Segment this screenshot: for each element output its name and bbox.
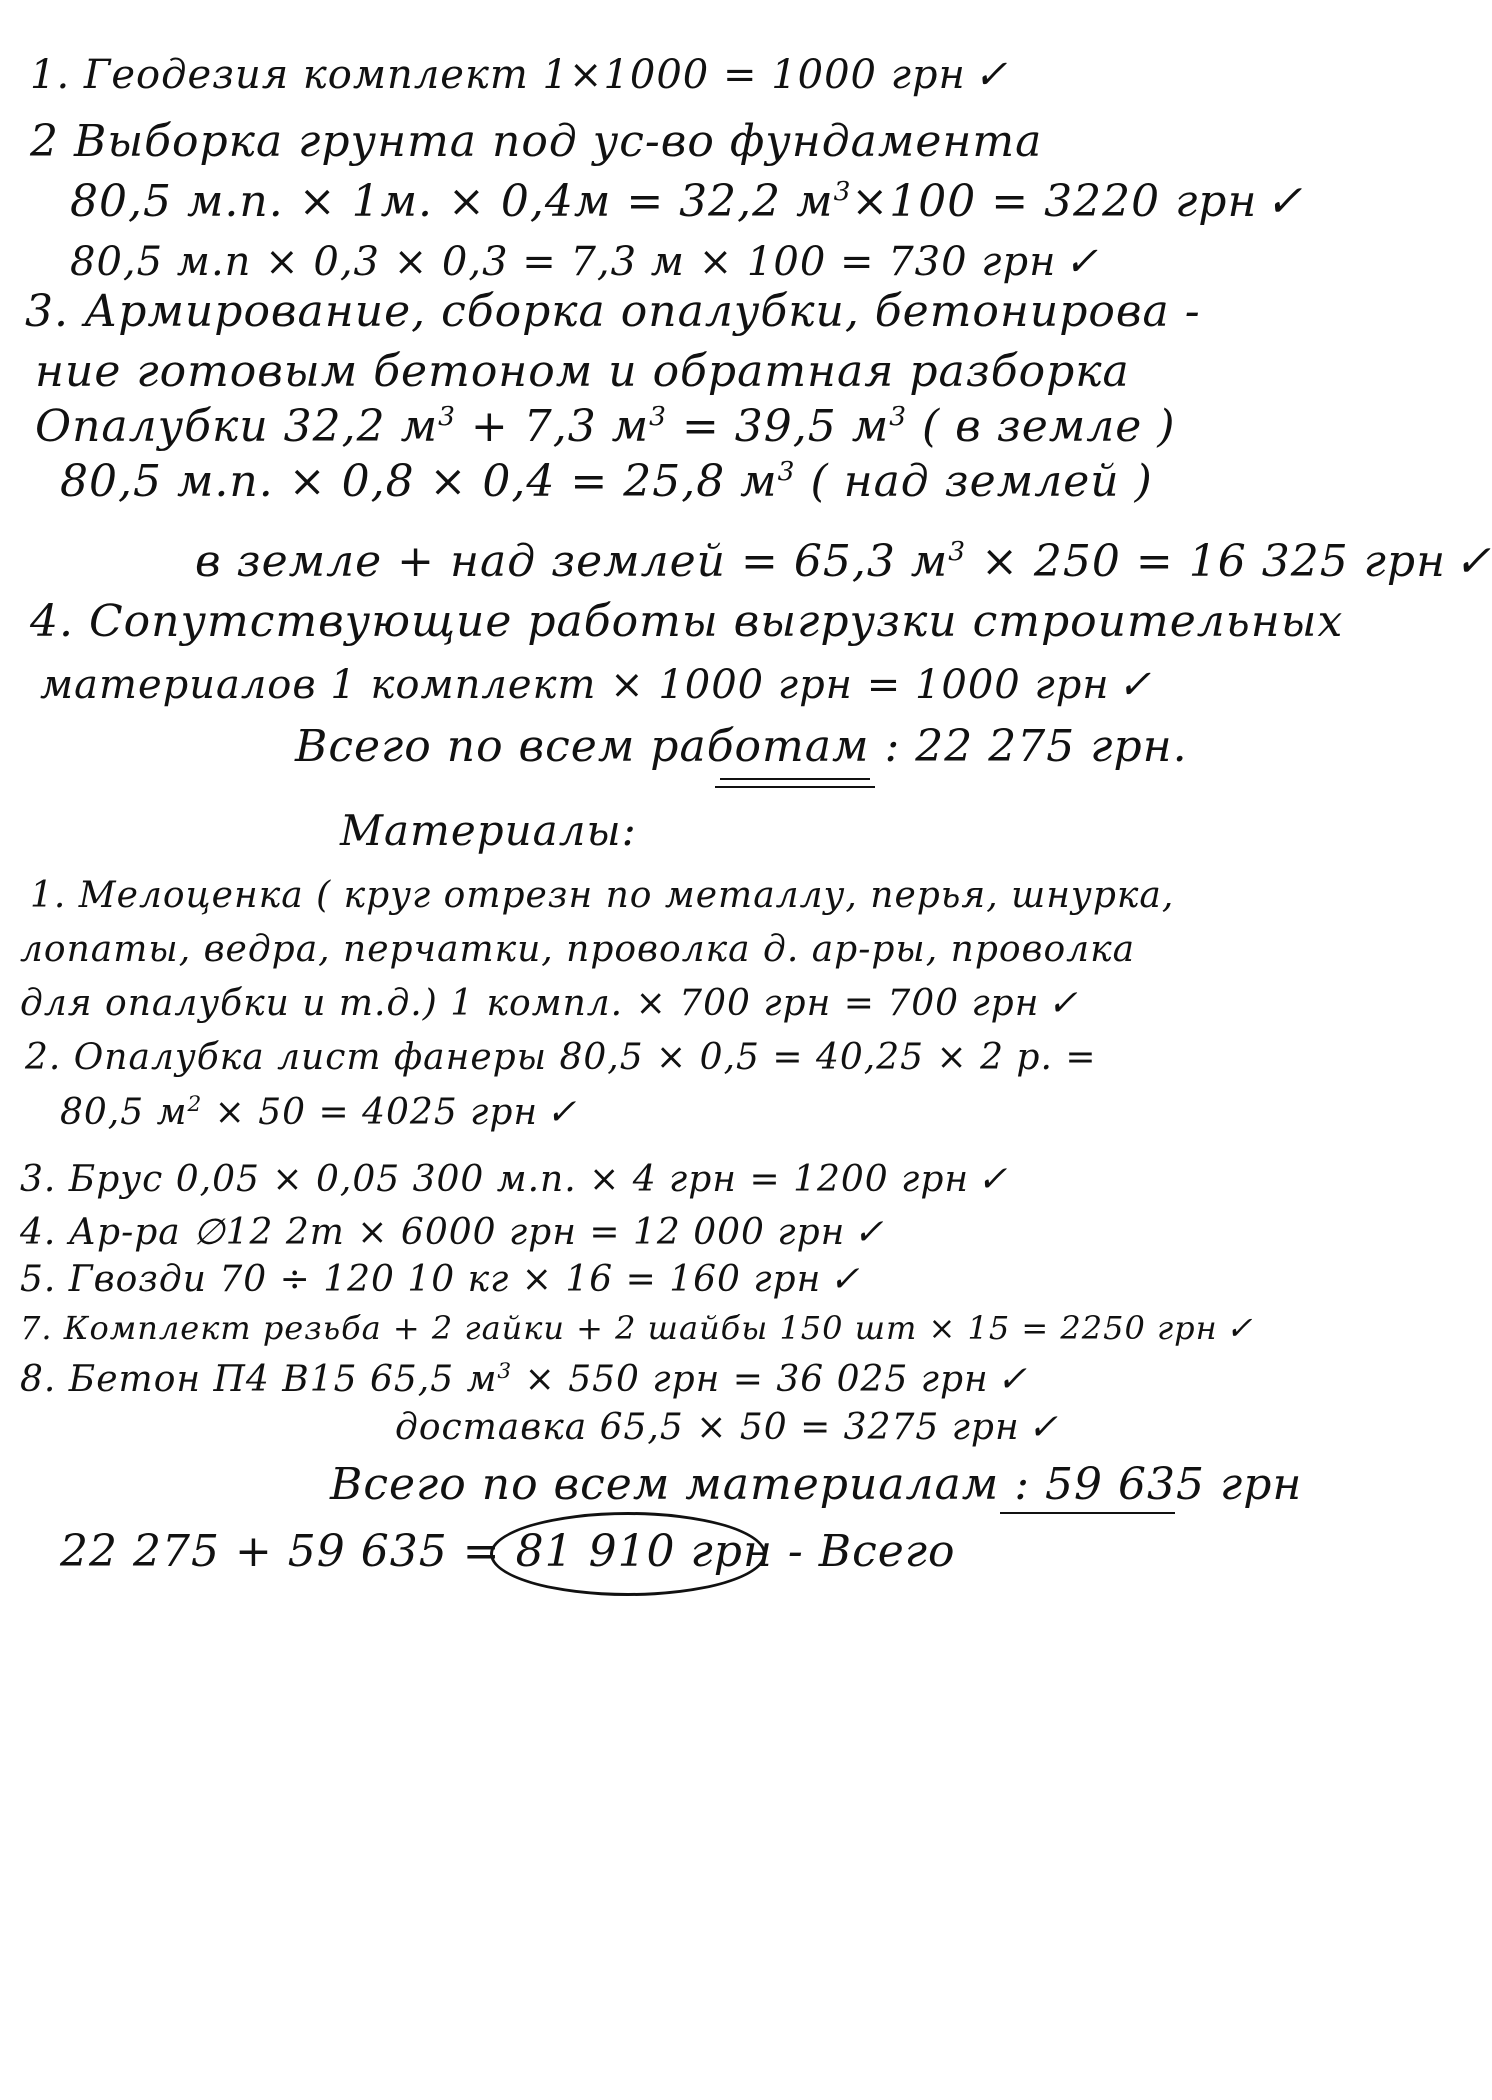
material-small-tools-1: 1. Мелоценка ( круг отрезн по металлу, перья, шнурка, xyxy=(30,875,1175,916)
formwork-total-a: в земле + над землей = 65,3 м xyxy=(195,536,949,587)
check-mark-icon: ✓ xyxy=(996,1359,1028,1400)
materials-total-unit: грн xyxy=(1205,1459,1303,1510)
check-mark-icon: ✓ xyxy=(829,1259,861,1300)
formwork-above-ground-a: 80,5 м.п. × 0,8 × 0,4 = 25,8 м xyxy=(60,456,778,507)
check-mark-icon: ✓ xyxy=(1265,176,1304,227)
materials-total xyxy=(330,1459,1303,1510)
materials-total-value: 59 635 xyxy=(1045,1459,1206,1510)
material-rebar xyxy=(20,1212,885,1253)
cube-superscript: 3 xyxy=(497,1359,513,1385)
formwork-total xyxy=(195,536,1492,587)
material-small-tools-2: лопаты, ведра, перчатки, проволка д. ар-ры, проволка xyxy=(20,929,1136,970)
item-excavation-title: 2 Выборка грунта под ус-во фундамента xyxy=(30,116,1043,167)
cube-superscript: 3 xyxy=(948,536,967,568)
excavation-calc-1b: ×100 = 3220 грн xyxy=(851,176,1258,227)
material-delivery xyxy=(395,1407,1059,1448)
item-geodesy-text: 1. Геодезия комплект 1×1000 = 1000 грн xyxy=(30,52,966,98)
material-concrete-b: × 550 грн = 36 025 грн xyxy=(512,1359,989,1400)
material-timber xyxy=(20,1159,1009,1200)
excavation-calc-2-text: 80,5 м.п × 0,3 × 0,3 = 7,3 м × 100 = 730 грн xyxy=(70,239,1057,285)
grand-total-sum: 22 275 + 59 635 = xyxy=(60,1526,516,1577)
grand-total-circle xyxy=(490,1512,766,1596)
check-mark-icon: ✓ xyxy=(977,1159,1009,1200)
check-mark-icon: ✓ xyxy=(1225,1309,1254,1347)
square-superscript: 2 xyxy=(187,1092,203,1118)
material-delivery-text: доставка 65,5 × 50 = 3275 грн xyxy=(395,1407,1020,1448)
works-total xyxy=(295,721,1188,772)
works-total-label: Всего по всем работам : xyxy=(295,721,916,772)
related-works-calc xyxy=(40,662,1153,708)
cube-superscript: 3 xyxy=(438,401,456,433)
item-geodesy xyxy=(30,52,1009,98)
related-works-calc-text: материалов 1 комплект × 1000 грн = 1000 грн xyxy=(40,662,1110,708)
item-reinforcement-title-2: ние готовым бетоном и обратная разборка xyxy=(35,346,1130,397)
material-concrete-a: 8. Бетон П4 В15 65,5 м xyxy=(20,1359,498,1400)
material-formwork-1: 2. Опалубка лист фанеры 80,5 × 0,5 = 40,25 × 2 р. = xyxy=(25,1037,1097,1078)
grand-total-label: - Всего xyxy=(772,1526,956,1577)
material-fastener-kit xyxy=(20,1309,1254,1347)
works-total-value: 22 275 xyxy=(915,721,1076,772)
check-mark-icon: ✓ xyxy=(1454,536,1492,587)
grand-total-value: 81 910 грн xyxy=(515,1526,773,1577)
material-fastener-kit-text: 7. Комплект резьба + 2 гайки + 2 шайбы 150 шт × 15 = 2250 грн xyxy=(20,1309,1218,1347)
item-reinforcement-title: 3. Армирование, сборка опалубки, бетонирова - xyxy=(25,286,1201,337)
formwork-total-b: × 250 = 16 325 грн xyxy=(966,536,1447,587)
check-mark-icon: ✓ xyxy=(1064,239,1099,285)
works-total-underline-1 xyxy=(720,778,870,780)
check-mark-icon: ✓ xyxy=(1117,662,1153,708)
material-formwork-2 xyxy=(60,1092,578,1133)
material-formwork-2b: × 50 = 4025 грн xyxy=(202,1092,539,1133)
material-nails-text: 5. Гвозди 70 ÷ 120 10 кг × 16 = 160 грн xyxy=(20,1259,822,1300)
materials-total-underline xyxy=(1000,1512,1175,1514)
excavation-calc-1a: 80,5 м.п. × 1м. × 0,4м = 32,2 м xyxy=(70,176,834,227)
material-rebar-text: 4. Ар-ра ∅12 2т × 6000 грн = 12 000 грн xyxy=(20,1212,846,1253)
materials-total-label: Всего по всем материалам : xyxy=(330,1459,1046,1510)
check-mark-icon: ✓ xyxy=(973,52,1009,98)
formwork-in-ground-b: + 7,3 м xyxy=(455,401,650,452)
cube-superscript: 3 xyxy=(833,176,852,208)
check-mark-icon: ✓ xyxy=(546,1092,578,1133)
excavation-calc-1 xyxy=(70,176,1304,227)
material-timber-text: 3. Брус 0,05 × 0,05 300 м.п. × 4 грн = 1200 грн xyxy=(20,1159,970,1200)
formwork-in-ground-c: = 39,5 м xyxy=(666,401,890,452)
material-concrete xyxy=(20,1359,1028,1400)
check-mark-icon: ✓ xyxy=(1027,1407,1059,1448)
check-mark-icon: ✓ xyxy=(853,1212,885,1253)
formwork-above-ground-b: ( над землей ) xyxy=(795,456,1153,507)
check-mark-icon: ✓ xyxy=(1047,983,1079,1024)
works-total-underline-2 xyxy=(715,786,875,788)
material-small-tools-3-text: для опалубки и т.д.) 1 компл. × 700 грн = 700 грн xyxy=(20,983,1040,1024)
cube-superscript: 3 xyxy=(889,401,908,433)
works-total-unit: грн. xyxy=(1075,721,1188,772)
formwork-in-ground xyxy=(35,401,1176,452)
material-small-tools-3 xyxy=(20,983,1079,1024)
formwork-in-ground-a: Опалубки 32,2 м xyxy=(35,401,439,452)
formwork-in-ground-d: ( в земле ) xyxy=(907,401,1176,452)
cube-superscript: 3 xyxy=(777,456,796,488)
materials-heading: Материалы: xyxy=(340,806,637,855)
cube-superscript: 3 xyxy=(649,401,667,433)
formwork-above-ground xyxy=(60,456,1153,507)
excavation-calc-2 xyxy=(70,239,1099,285)
material-formwork-2a: 80,5 м xyxy=(60,1092,188,1133)
material-nails xyxy=(20,1259,861,1300)
item-related-works-title: 4. Сопутствующие работы выгрузки строительных xyxy=(30,596,1344,647)
